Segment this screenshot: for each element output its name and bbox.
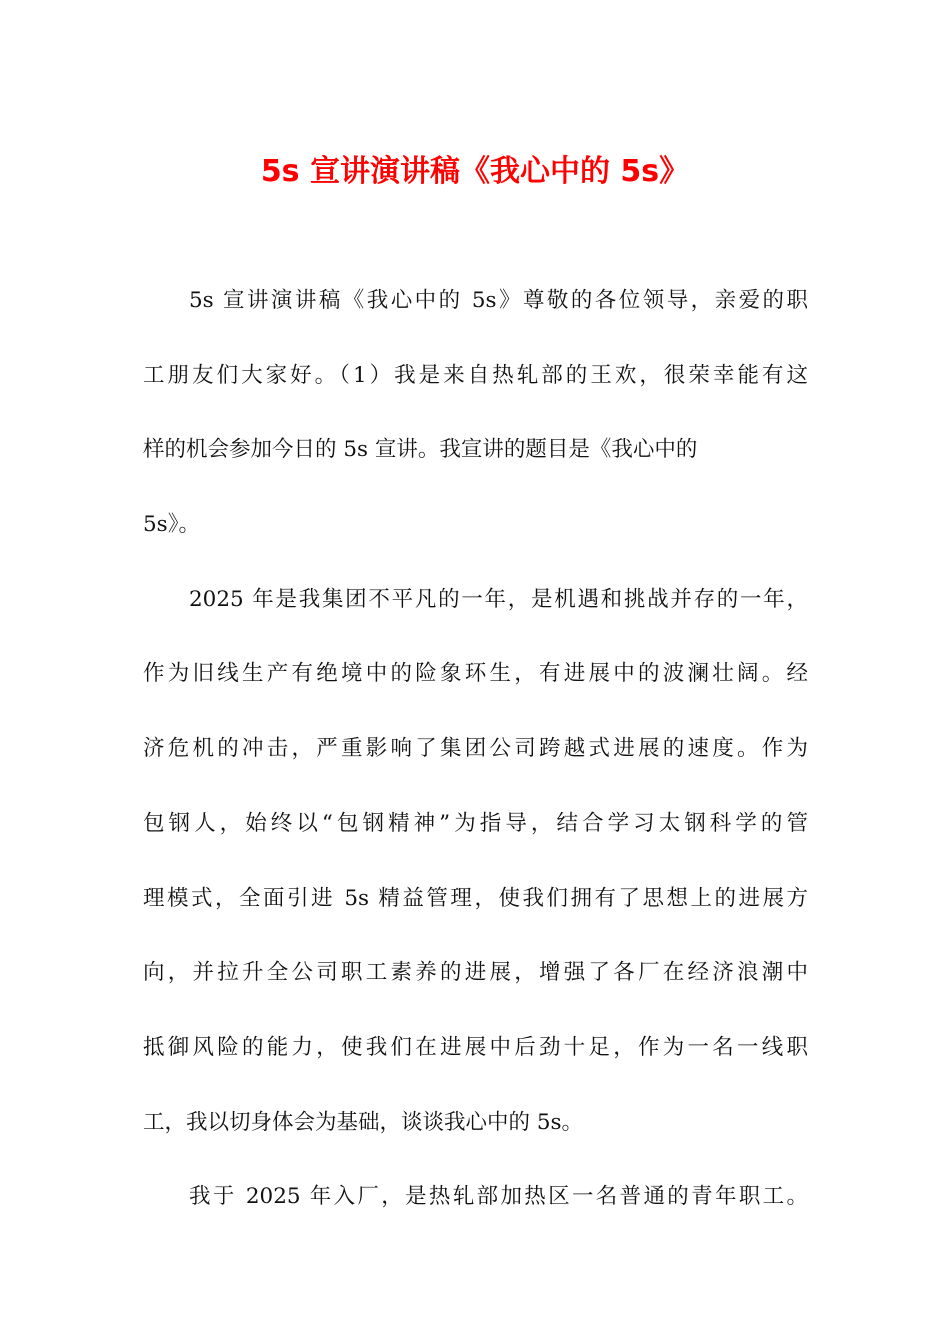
paragraph-line: 样的机会参加今日的 5s 宣讲。我宣讲的题目是《我心中的 bbox=[143, 437, 698, 463]
document-title: 5s 宣讲演讲稿《我心中的 5s》 bbox=[260, 154, 690, 189]
paragraph-line: 2025 年是我集团不平凡的一年，是机遇和挑战并存的一年， bbox=[189, 586, 808, 612]
paragraph-line: 我于 2025 年入厂，是热轧部加热区一名普通的青年职工。 bbox=[189, 1184, 808, 1210]
paragraph-line: 工朋友们大家好。（1）我是来自热轧部的王欢，很荣幸能有这 bbox=[143, 362, 808, 388]
paragraph-line: 理模式，全面引进 5s 精益管理，使我们拥有了思想上的进展方 bbox=[143, 885, 808, 911]
paragraph-line: 作为旧线生产有绝境中的险象环生，有进展中的波澜壮阔。经 bbox=[143, 661, 808, 687]
paragraph-line: 工，我以切身体会为基础，谈谈我心中的 5s。 bbox=[143, 1109, 584, 1135]
paragraph-line: 向，并拉升全公司职工素养的进展，增强了各厂在经济浪潮中 bbox=[143, 960, 808, 986]
document-body bbox=[143, 281, 808, 1252]
paragraph-line: 5s》。 bbox=[143, 512, 200, 538]
paragraph-line: 5s 宣讲演讲稿《我心中的 5s》尊敬的各位领导，亲爱的职 bbox=[189, 288, 808, 313]
paragraph-line: 济危机的冲击，严重影响了集团公司跨越式进展的速度。作为 bbox=[143, 736, 808, 762]
paragraph-line: 包钢人，始终以“包钢精神”为指导，结合学习太钢科学的管 bbox=[143, 810, 808, 836]
paragraph-line: 抵御风险的能力，使我们在进展中后劲十足，作为一名一线职 bbox=[143, 1034, 808, 1060]
